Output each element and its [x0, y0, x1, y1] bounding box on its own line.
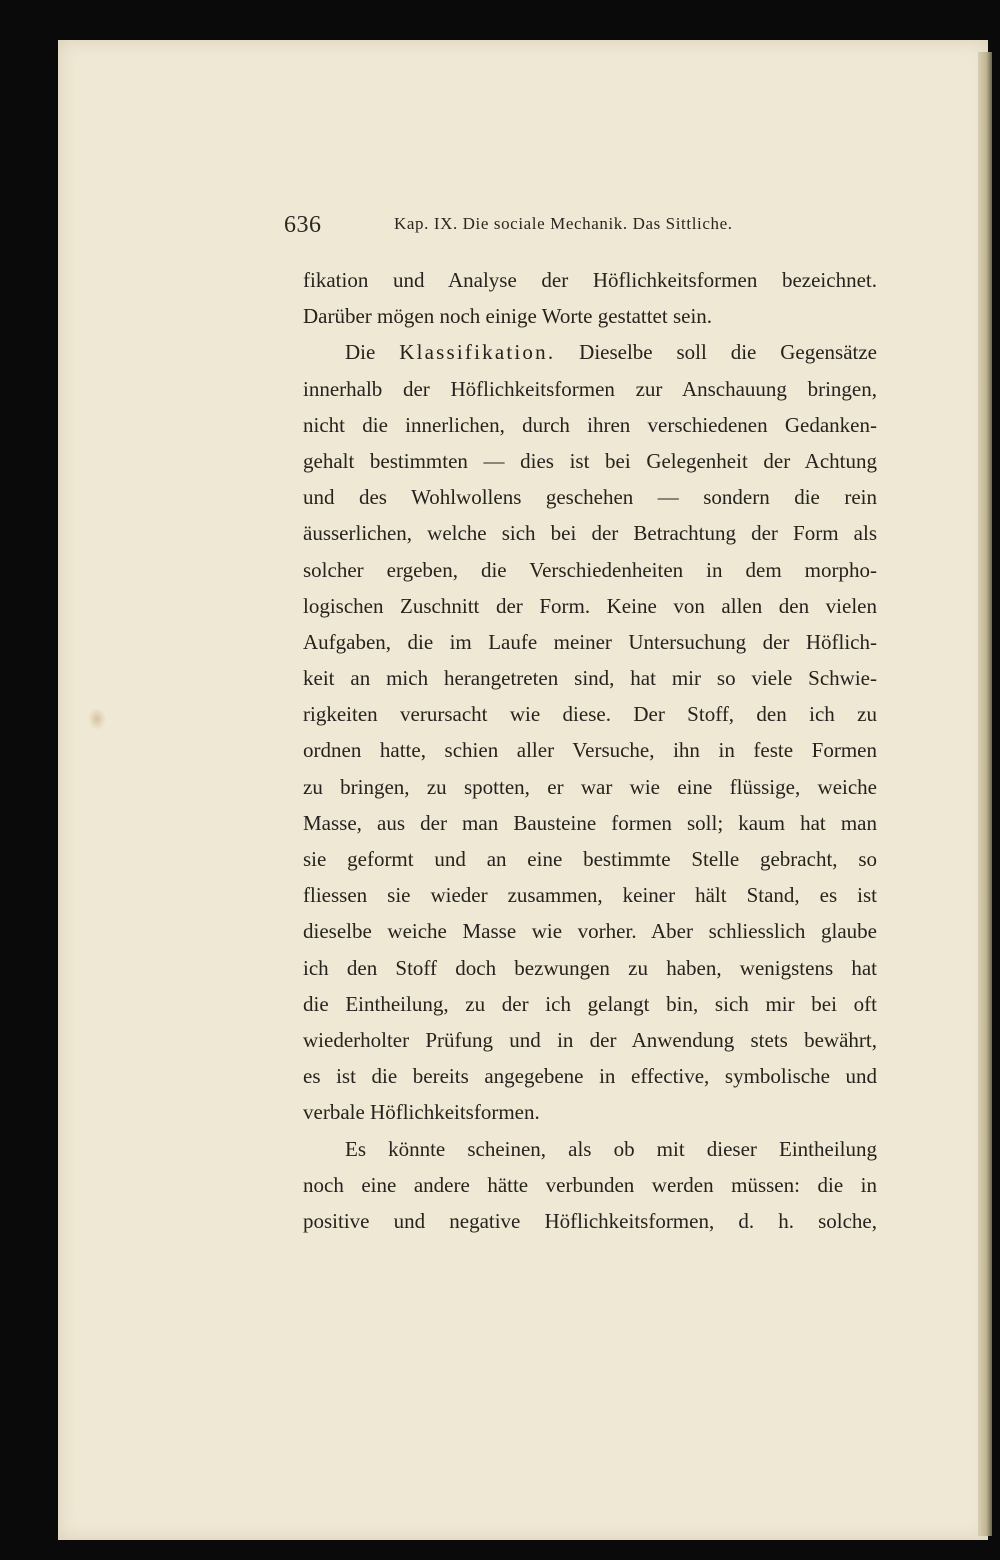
text-line: keit an mich herangetreten sind, hat mir so viele Schwie- [303, 666, 877, 691]
page-edge [978, 52, 992, 1536]
text-line: noch eine andere hätte verbunden werden müssen: die in [303, 1172, 877, 1197]
text-line: ich den Stoff doch bezwungen zu haben, wenigstens hat [303, 955, 877, 980]
text-line: wiederholter Prüfung und in der Anwendung stets bewährt, [303, 1027, 877, 1052]
text-line: dieselbe weiche Masse wie vorher. Aber schliesslich glaube [303, 919, 877, 944]
text-line: äusserlichen, welche sich bei der Betrachtung der Form als [303, 521, 877, 546]
text-line: gehalt bestimmten — dies ist bei Gelegenheit der Achtung [303, 448, 877, 473]
running-head [284, 210, 884, 240]
text-line: Aufgaben, die im Laufe meiner Untersuchung der Höflich- [303, 629, 877, 654]
text-line: positive und negative Höflichkeitsformen, d. h. solche, [303, 1208, 877, 1233]
text-line: fikation und Analyse der Höflichkeitsformen bezeichnet. [303, 268, 877, 292]
text-line: rigkeiten verursacht wie diese. Der Stoff, den ich zu [303, 702, 877, 727]
text-line: sie geformt und an eine bestimmte Stelle gebracht, so [303, 847, 877, 871]
text-line: Masse, aus der man Bausteine formen soll; kaum hat man [303, 810, 877, 835]
body-text [303, 262, 877, 1239]
text-line: logischen Zuschnitt der Form. Keine von allen den vielen [303, 593, 877, 618]
text-line: nicht die innerlichen, durch ihren verschiedenen Gedanken- [303, 412, 877, 437]
chapter-title: Kap. IX. Die sociale Mechanik. Das Sittliche. [394, 214, 733, 233]
paper-stain [88, 708, 106, 730]
text-line: es ist die bereits angegebene in effective, symbolische und [303, 1064, 877, 1089]
text-line: zu bringen, zu spotten, er war wie eine flüssige, weiche [303, 774, 877, 799]
text-line: innerhalb der Höflichkeitsformen zur Anschauung bringen, [303, 376, 877, 401]
text-line: solcher ergeben, die Verschiedenheiten in dem morpho- [303, 557, 877, 582]
text-line: die Eintheilung, zu der ich gelangt bin, sich mir bei oft [303, 991, 877, 1016]
spaced-heading-term: Klassifikation. [399, 340, 556, 365]
text-line-section-start: Die Klassifikation. Dieselbe soll die Gegensätze [345, 340, 877, 365]
text-line: Darüber mögen noch einige Worte gestattet sein. [303, 304, 713, 329]
text-line: und des Wohlwollens geschehen — sondern die rein [303, 485, 877, 510]
text-line-paragraph-start: Es könnte scheinen, als ob mit dieser Eintheilung [345, 1136, 877, 1161]
text-line: fliessen sie wieder zusammen, keiner hält Stand, es ist [303, 883, 877, 908]
text-line: ordnen hatte, schien aller Versuche, ihn in feste Formen [303, 738, 877, 763]
text-line: verbale Höflichkeitsformen. [303, 1100, 540, 1125]
page-number: 636 [284, 212, 322, 238]
